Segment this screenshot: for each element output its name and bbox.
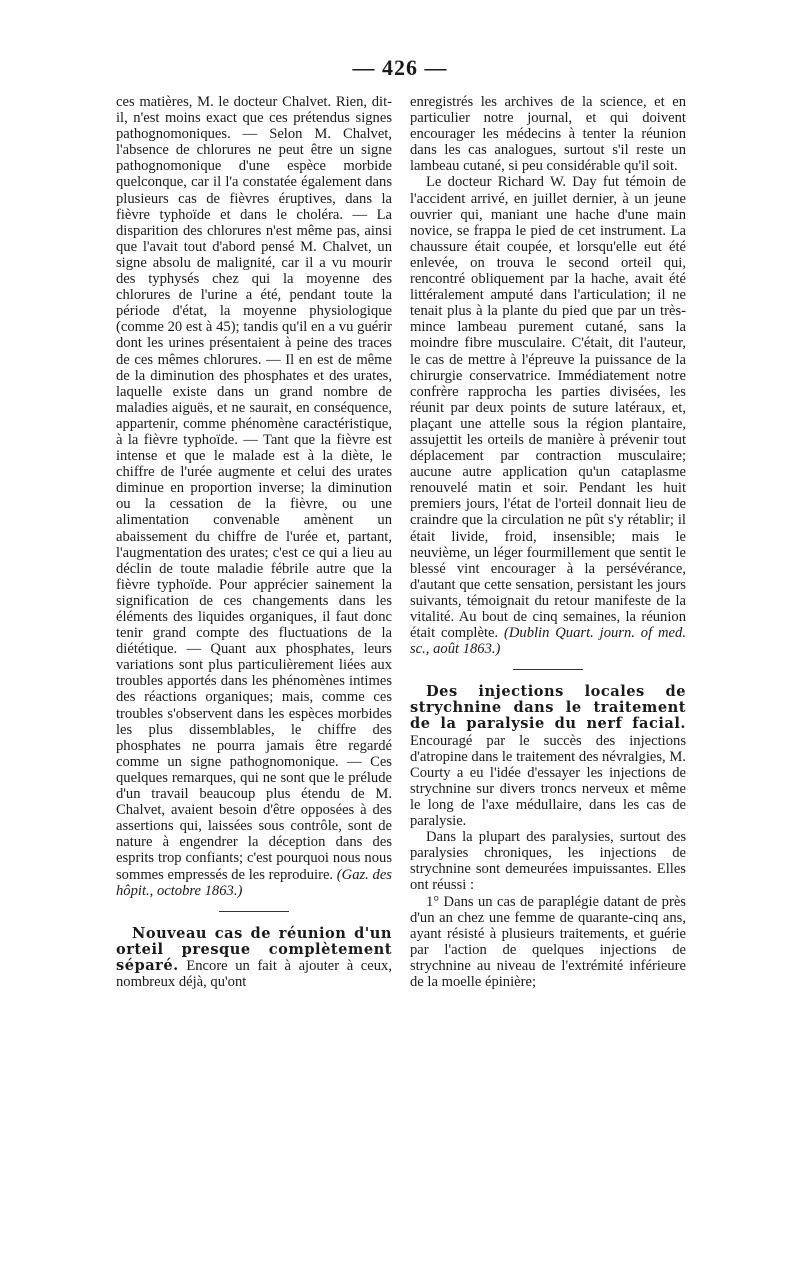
paragraph-text: ces matières, M. le docteur Chalvet. Rien, dit-il, n'est moins exact que ces prétendus signes pathognomoniques. — Selon M. Chalvet, l'absence de chlorures ne peut être un signe pathognomonique d'une espèce morbide quelconque, car il l'a constatée également dans plusieurs cas de fièvres éruptives, dans la fièvre typhoïde et dans le choléra. — La disparition des chlorures n'est même pas, ainsi que l'avait tout d'abord pensé M. Chalvet, un signe absolu de malignité, car il a vu mourir des typhysés chez qui la moyenne des chlorures de l'urine a été, pendant toute la période d'état, la moyenne physiologique (comme 20 est à 45); tandis qu'il en a vu guérir dont les urines présentaient à peine des traces de ces mêmes chlorures. — Il en est de même de la diminution des phosphates et des urates, laquelle existe dans un grand nombre de maladies aiguës, et ne saurait, en conséquence, appartenir, comme phénomène caractéristique, à la fièvre typhoïde. — Tant que la fièvre est intense et que le malade est à la diète, le chiffre de l'urée augmente et celui des urates diminue en proportion inverse; la diminution ou la cessation de la fièvre, ou une alimentation convenable amènent un abaissement du chiffre de l'urée et, partant, l'augmentation des urates; c'est ce qui a lieu au déclin de toute maladie fébrile autre que la fièvre typhoïde. Pour apprécier sainement la signification de ces changements dans les éléments des liquides organiques, il faut donc tenir grand compte des fluctuations de la diététique. — Quant aux phosphates, leurs variations sont plus particulièrement liées aux troubles apportés dans les phénomènes intimes des réactions organiques; mais, comme ces troubles s'observent dans les espèces morbides les plus dissemblables, le chiffre des phosphates ne pourra jamais être regardé comme un signe pathognomonique. — Ces quelques remarques, qui ne sont que le prélude d'un travail beaucoup plus étendu de M. Chalvet, avaient besoin d'être opposées à des assertions qui, laissées sous contrôle, sont de nature à engendrer la déception dans des esprits trop confiants; c'est pourquoi nous nous sommes empressés de les reproduire. xyxy=(116,94,392,883)
paragraph: enregistrés les archives de la science, et en particulier notre journal, et qui doivent encourager les médecins à tenter la réunion dans les cas analogues, surtout s'il reste un lambeau cutané, si peu considérable qu'il soit. xyxy=(410,94,686,175)
paragraph xyxy=(116,94,392,899)
paragraph xyxy=(410,684,686,829)
paragraph-text: Encouragé par le succès des injections d'atropine dans le traitement des névralgies, M. Courty a eu l'idée d'essayer les injections de strychnine sur divers troncs nerveux et même le long de l'axe médullaire, dans les cas de paralysie. xyxy=(410,732,686,830)
paragraph xyxy=(116,926,392,990)
paragraph-text: Le docteur Richard W. Day fut témoin de l'accident arrivé, en juillet dernier, à un jeune ouvrier qui, maniant une hache d'une main novice, se frappa le pied de cet instrument. La chaussure était coupée, et lorsqu'elle eut été enlevée, on trouva le second orteil qui, rencontré obliquement par la hache, avait été littéralement amputé dans l'articulation; il ne tenait plus à la plante du pied que par un très-mince lambeau purement cutané, sans la moindre fibre musculaire. C'était, dit l'auteur, le cas de mettre à l'épreuve la puissance de la chirurgie conservatrice. Immédiatement notre confrère rapprocha les parties divisées, les réunit par deux points de suture latéraux, et, plaçant une attelle sous la région plantaire, assujettit les orteils de manière à prévenir tout déplacement par contraction musculaire; aucune autre application qu'un cataplasme renouvelé matin et soir. Pendant les huit premiers jours, l'état de l'orteil donnait lieu de craindre que la circulation ne pût s'y rétablir; il était livide, froid, insensible; mais le neuvième, un léger fourmillement que sentit le blessé vint encourager à la persévérance, d'autant que cette sensation, persistant les jours suivants, témoignait du retour manifeste de la vitalité. Au bout de cinq semaines, la réunion était complète. xyxy=(410,174,686,642)
citation: (Dublin Quart. journ. of med. sc., août 1863.) xyxy=(410,625,686,658)
paragraph xyxy=(410,174,686,657)
page-number: — 426 — xyxy=(352,55,448,80)
section-heading: Nouveau cas de réunion d'un orteil presque complètement séparé. xyxy=(116,924,392,974)
section-heading: Des injections locales de strychnine dans le traitement de la paralysie du nerf facial. xyxy=(410,683,686,733)
paragraph: Dans la plupart des paralysies, surtout des paralysies chroniques, les injections de strychnine sont demeurées impuissantes. Elles ont réussi : xyxy=(410,829,686,894)
left-column xyxy=(116,94,392,990)
citation: (Gaz. des hôpit., octobre 1863.) xyxy=(116,866,392,899)
right-column xyxy=(410,94,686,990)
section-divider xyxy=(513,669,583,670)
paragraph-text: Encore un fait à ajouter à ceux, nombreux déjà, qu'ont xyxy=(116,957,392,990)
section-divider xyxy=(219,911,289,912)
paragraph: 1° Dans un cas de paraplégie datant de près d'un an chez une femme de quarante-cinq ans, ayant résisté à plusieurs traitements, et guérie par l'action de quelques injections de strychnine au niveau de l'extrémité inférieure de la moelle épinière; xyxy=(410,893,686,990)
